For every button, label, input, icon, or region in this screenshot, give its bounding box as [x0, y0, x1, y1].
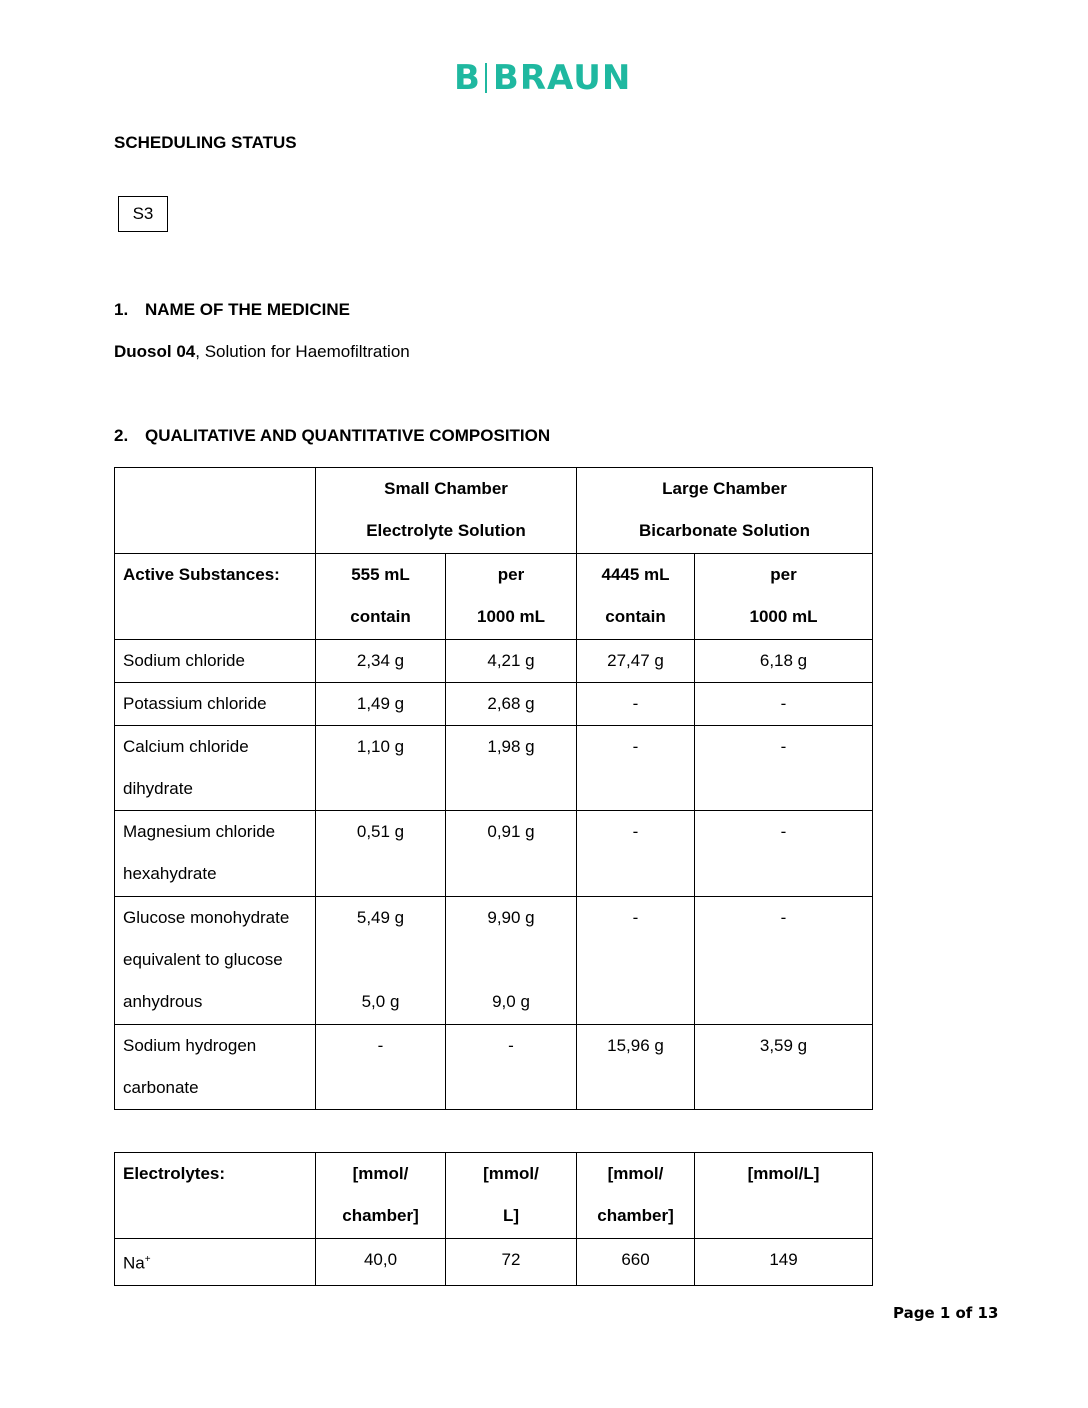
header-line: contain: [605, 607, 666, 626]
cell-value: [695, 1025, 873, 1110]
cell-value: [316, 811, 446, 897]
scheduling-status-value: S3: [132, 204, 154, 223]
ion-symbol: Na: [123, 1253, 145, 1273]
cell-spacer: [446, 939, 576, 981]
cell-value: [695, 726, 873, 811]
cell-value: [316, 640, 446, 683]
cell-value: [577, 726, 695, 811]
cell-spacer: [316, 939, 445, 981]
col-header-small-total: [316, 554, 446, 640]
cell-line: -: [632, 694, 639, 713]
cell-value: [446, 640, 577, 683]
cell-line: -: [632, 737, 639, 756]
header-line: contain: [350, 607, 411, 626]
empty-corner-cell: [115, 468, 316, 554]
logo-b: B: [454, 58, 481, 98]
cell-line: 1,98 g: [487, 737, 535, 756]
col-header-small-per-litre: [446, 554, 577, 640]
table-row: [115, 683, 873, 726]
cell-line: 27,47 g: [607, 651, 664, 670]
cell-line: 3,59 g: [759, 1036, 808, 1055]
cell-value: [577, 683, 695, 726]
active-substances-label: Active Substances:: [115, 554, 316, 640]
cell-value: [695, 640, 873, 683]
cell-value: [577, 811, 695, 897]
header-line: Small Chamber: [384, 479, 508, 498]
cell-line: 1,10 g: [356, 737, 405, 756]
col-header-large-per-litre: [695, 554, 873, 640]
cell-line: 0,91 g: [487, 822, 535, 841]
section-number: 1.: [114, 300, 129, 319]
cell-line: 2,68 g: [487, 694, 535, 713]
header-line: Large Chamber: [662, 479, 787, 498]
cell-line: 2,34 g: [356, 651, 405, 670]
cell-line: -: [508, 1036, 514, 1055]
cell-line: hexahydrate: [123, 864, 217, 883]
table-row: [115, 726, 873, 811]
product-name: Duosol 04: [114, 342, 196, 361]
logo-divider: [485, 63, 487, 93]
cell-line: -: [632, 908, 639, 927]
cell-line: 5,0 g: [361, 992, 400, 1011]
col-header-large-per-litre: [695, 1153, 873, 1239]
cell-line: carbonate: [123, 1078, 199, 1097]
large-chamber-header: [577, 468, 873, 554]
section-1-heading: [114, 300, 350, 320]
header-line: 4445 mL: [601, 565, 670, 584]
cell-line: 9,0 g: [492, 992, 530, 1011]
cell-value: [577, 897, 695, 1025]
substance-name: [115, 1025, 316, 1110]
ion-name: [115, 1239, 316, 1286]
cell-line: 0,51 g: [356, 822, 405, 841]
header-line: chamber]: [597, 1206, 674, 1225]
cell-value: [577, 1025, 695, 1110]
cell-line: 4,21 g: [487, 651, 535, 670]
table-row: [115, 1025, 873, 1110]
cell-line: 6,18 g: [759, 651, 808, 670]
cell-line: -: [780, 908, 787, 927]
cell-value: 72: [446, 1239, 577, 1286]
table-header-row: [115, 1153, 873, 1239]
page-number: Page 1 of 13: [893, 1304, 999, 1322]
cell-line: -: [632, 822, 639, 841]
small-chamber-header: [316, 468, 577, 554]
medicine-name: [114, 342, 410, 362]
cell-line: -: [780, 737, 787, 756]
cell-line: -: [377, 1036, 384, 1055]
header-line: Bicarbonate Solution: [639, 521, 810, 540]
table-row: [115, 897, 873, 1025]
substance-name: [115, 897, 316, 1025]
cell-value: [446, 1025, 577, 1110]
header-line: 1000 mL: [476, 607, 546, 626]
section-title: QUALITATIVE AND QUANTITATIVE COMPOSITION: [145, 426, 551, 445]
header-line: [mmol/: [483, 1164, 539, 1183]
logo-braun: BRAUN: [492, 58, 632, 98]
cell-value: 149: [695, 1239, 873, 1286]
cell-line: Potassium chloride: [123, 694, 267, 713]
cell-line: 5,49 g: [356, 908, 405, 927]
cell-value: [316, 683, 446, 726]
cell-line: Calcium chloride: [123, 737, 249, 756]
scheduling-status-box: [118, 196, 168, 232]
section-title: NAME OF THE MEDICINE: [145, 300, 350, 319]
table-row: [115, 811, 873, 897]
braun-logo: [454, 60, 654, 96]
scheduling-status-heading: SCHEDULING STATUS: [114, 133, 297, 152]
cell-value: [316, 726, 446, 811]
ion-charge: +: [144, 1254, 151, 1265]
col-header-small-per-chamber: [316, 1153, 446, 1239]
header-line: [mmol/: [607, 1164, 664, 1183]
header-line: chamber]: [342, 1206, 419, 1225]
electrolytes-label: Electrolytes:: [115, 1153, 316, 1239]
substance-name: [115, 683, 316, 726]
table-group-header-row: [115, 468, 873, 554]
section-2-heading: [114, 426, 550, 446]
substance-name: [115, 726, 316, 811]
substance-name: [115, 811, 316, 897]
active-substances-table: [114, 467, 873, 1110]
cell-line: dihydrate: [123, 779, 193, 798]
cell-value: [695, 683, 873, 726]
cell-line: -: [780, 822, 787, 841]
cell-value: [446, 726, 577, 811]
cell-line: equivalent to glucose: [123, 950, 283, 969]
col-header-large-per-chamber: [577, 1153, 695, 1239]
table-row: [115, 1239, 873, 1286]
header-line: 1000 mL: [749, 607, 818, 626]
table-row: [115, 640, 873, 683]
table-column-header-row: [115, 554, 873, 640]
substance-name: [115, 640, 316, 683]
cell-value: [577, 640, 695, 683]
header-line: [mmol/L]: [747, 1164, 820, 1183]
section-number: 2.: [114, 426, 129, 445]
header-line: Electrolyte Solution: [366, 521, 526, 540]
cell-value: [695, 897, 873, 1025]
header-line: per: [770, 565, 797, 584]
cell-line: anhydrous: [123, 992, 203, 1011]
cell-value: [446, 897, 577, 1025]
product-description: , Solution for Haemofiltration: [195, 342, 410, 361]
cell-value: [316, 1025, 446, 1110]
cell-line: Magnesium chloride: [123, 822, 276, 841]
cell-value: 40,0: [316, 1239, 446, 1286]
header-line: 555 mL: [351, 565, 410, 584]
cell-value: [446, 811, 577, 897]
header-line: L]: [502, 1206, 520, 1225]
cell-value: 660: [577, 1239, 695, 1286]
cell-value: [446, 683, 577, 726]
cell-line: Sodium hydrogen: [123, 1036, 257, 1055]
col-header-small-per-litre: [446, 1153, 577, 1239]
header-line: [mmol/: [352, 1164, 409, 1183]
electrolytes-table: [114, 1152, 873, 1286]
cell-line: 1,49 g: [356, 694, 405, 713]
cell-line: Sodium chloride: [123, 651, 245, 670]
cell-line: 15,96 g: [607, 1036, 664, 1055]
cell-line: Glucose monohydrate: [123, 908, 290, 927]
col-header-large-total: [577, 554, 695, 640]
cell-value: [316, 897, 446, 1025]
cell-line: 9,90 g: [487, 908, 535, 927]
cell-line: -: [780, 694, 787, 713]
header-line: per: [497, 565, 525, 584]
cell-value: [695, 811, 873, 897]
